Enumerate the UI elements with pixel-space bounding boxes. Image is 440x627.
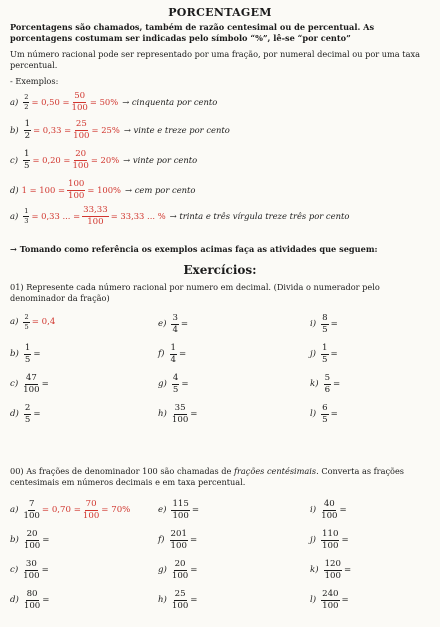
numerator: 2 — [24, 313, 29, 321]
question-1-text: 01) Represente cada número racional por numero em decimal. (Divida o numerador pelo denominador da fração) — [10, 282, 380, 303]
item-letter: f) — [158, 535, 165, 546]
item-answer: = — [42, 595, 50, 606]
question-item — [10, 530, 49, 550]
fraction — [23, 314, 29, 330]
item-answer: = — [179, 349, 187, 360]
fraction — [321, 530, 339, 550]
item-letter: l) — [310, 595, 317, 606]
denominator: 5 — [172, 384, 179, 395]
denominator: 100 — [171, 414, 189, 425]
numerator: 8 — [322, 313, 328, 323]
item-letter: f) — [158, 349, 165, 360]
fraction — [82, 206, 109, 226]
item-answer: = — [180, 319, 189, 330]
fraction — [172, 560, 188, 580]
exercises-title: Exercícios: — [183, 263, 257, 277]
numerator: 100 — [67, 179, 85, 189]
question-item — [10, 404, 41, 424]
item-letter: c) — [10, 565, 19, 576]
page-title: PORCENTAGEM — [168, 6, 272, 19]
example-row — [10, 206, 349, 226]
example-percent: = 100% — [87, 185, 122, 196]
denominator: 6 — [324, 384, 331, 395]
fraction — [324, 374, 331, 394]
item-letter: k) — [310, 565, 319, 576]
numerator: 110 — [322, 529, 339, 539]
denominator: 100 — [23, 510, 40, 521]
item-answer: = — [330, 349, 338, 360]
denominator: 100 — [322, 600, 339, 611]
item-answer: = — [339, 505, 347, 516]
denominator: 100 — [321, 510, 338, 521]
numerator: 120 — [324, 559, 341, 569]
question-item — [310, 374, 340, 394]
fraction — [24, 344, 31, 364]
item-letter: j) — [310, 535, 317, 546]
numerator: 4 — [172, 373, 179, 383]
question-item — [10, 500, 130, 520]
question-item — [310, 314, 338, 334]
item-letter: h) — [158, 409, 167, 420]
fraction — [83, 500, 99, 520]
denominator: 5 — [322, 414, 328, 425]
item-answer: = — [333, 379, 341, 390]
denominator: 100 — [87, 216, 104, 227]
question-item — [158, 560, 197, 580]
denominator: 2 — [24, 102, 29, 111]
fraction — [324, 560, 342, 580]
item-letter: j) — [310, 349, 317, 360]
fraction — [172, 590, 188, 610]
example-words: → cinquenta por cento — [122, 97, 218, 108]
question-item — [158, 530, 197, 550]
item-answer: = — [190, 409, 198, 420]
fraction — [23, 208, 29, 224]
example-row — [10, 120, 230, 140]
item-answer: = — [41, 565, 49, 576]
question-2-text-em: frações centésimais — [233, 466, 317, 476]
denominator: 5 — [23, 160, 30, 171]
numerator: 7 — [28, 499, 35, 509]
example-row — [10, 92, 217, 112]
denominator: 100 — [23, 570, 40, 581]
question-2-text-b: . Converta as frações centesimais em números decimais e em taxa percentual. — [10, 466, 405, 487]
denominator: 100 — [322, 540, 339, 551]
example-letter: b) — [10, 125, 19, 136]
fraction — [172, 404, 188, 424]
example-whole: 1 = 100 = — [21, 185, 65, 196]
denominator: 5 — [322, 324, 328, 335]
question-item — [10, 314, 55, 330]
item-answer: = — [190, 565, 198, 576]
example-words: → vinte por cento — [123, 155, 198, 166]
numerator: 25 — [75, 119, 87, 129]
fraction — [23, 94, 29, 110]
question-item — [310, 404, 338, 424]
question-item — [10, 560, 49, 580]
fraction — [321, 590, 339, 610]
denominator: 2 — [24, 130, 31, 141]
item-letter: a) — [10, 505, 19, 516]
question-item — [310, 344, 338, 364]
instruction: → Tomando como referência os exemplos acimas faça as atividades que seguem: — [10, 244, 378, 254]
item-letter: k) — [310, 379, 319, 390]
fraction — [23, 560, 39, 580]
numerator: 1 — [24, 119, 31, 129]
question-item — [158, 374, 189, 394]
item-letter: e) — [158, 319, 167, 330]
numerator: 1 — [322, 343, 328, 353]
question-item — [158, 404, 198, 424]
denominator: 3 — [24, 216, 29, 225]
item-answer: = — [42, 535, 50, 546]
fraction — [321, 314, 328, 334]
item-letter: a) — [10, 317, 19, 328]
fraction — [171, 500, 189, 520]
denominator: 5 — [24, 354, 31, 365]
numerator: 1 — [23, 149, 30, 159]
example-letter: d) — [10, 185, 19, 196]
intro-definition: Porcentagens são chamados, também de razão centesimal ou de percentual. As porcentagens costumam ser indicadas pelo símbolo “%”, lê-se “por cento” — [10, 22, 375, 43]
item-letter: b) — [10, 535, 19, 546]
numerator: 40 — [323, 499, 335, 509]
denominator: 100 — [171, 600, 189, 611]
denominator: 100 — [170, 540, 187, 551]
question-item — [10, 590, 49, 610]
numerator: 1 — [170, 343, 177, 353]
denominator: 100 — [71, 102, 88, 113]
item-answer: = — [33, 349, 41, 360]
item-answer: = — [343, 565, 352, 576]
denominator: 5 — [24, 414, 31, 425]
fraction — [24, 530, 40, 550]
item-letter: d) — [10, 595, 19, 606]
item-letter: g) — [158, 565, 167, 576]
item-letter: g) — [158, 379, 167, 390]
numerator: 5 — [324, 373, 331, 383]
item-percent: = 70% — [101, 505, 131, 516]
intro-text: Um número racional pode ser representado por uma fração, por numeral decimal ou por uma taxa percentual. — [10, 49, 420, 70]
fraction — [172, 374, 179, 394]
question-2-text-a: 00) As frações de denominador 100 são chamadas de — [10, 466, 234, 476]
denominator: 100 — [82, 510, 100, 521]
denominator: 100 — [23, 540, 41, 551]
question-item — [10, 344, 41, 364]
denominator: 100 — [23, 600, 41, 611]
fraction — [72, 150, 88, 170]
example-letter: a) — [10, 97, 19, 108]
denominator: 100 — [73, 130, 90, 141]
item-answer: = — [191, 505, 200, 516]
numerator: 115 — [172, 499, 189, 509]
example-decimal: = 0,33 = — [33, 125, 72, 136]
question-item — [310, 560, 351, 580]
numerator: 20 — [26, 529, 38, 539]
denominator: 100 — [324, 570, 341, 581]
numerator: 2 — [24, 403, 31, 413]
fraction — [321, 500, 337, 520]
numerator: 6 — [322, 403, 328, 413]
item-letter: i) — [310, 505, 317, 516]
example-percent: = 25% — [91, 125, 120, 136]
item-answer: = 0,4 — [31, 317, 56, 328]
example-words: → trinta e três vírgula treze três por cento — [169, 211, 350, 222]
numerator: 1 — [24, 207, 29, 215]
item-answer: = — [341, 535, 349, 546]
fraction — [73, 120, 89, 140]
example-letter: a) — [10, 211, 19, 222]
numerator: 30 — [25, 559, 37, 569]
item-answer: = — [330, 409, 338, 420]
question-item — [158, 590, 198, 610]
question-item — [310, 530, 349, 550]
denominator: 5 — [322, 354, 328, 365]
item-answer: = 0,70 = — [41, 505, 81, 516]
item-answer: = — [189, 535, 198, 546]
numerator: 25 — [174, 589, 186, 599]
fraction — [170, 530, 188, 550]
numerator: 20 — [174, 559, 186, 569]
item-letter: e) — [158, 505, 167, 516]
item-answer: = — [330, 319, 338, 330]
question-item — [10, 374, 49, 394]
item-answer: = — [181, 379, 189, 390]
fraction — [171, 314, 178, 334]
example-decimal: = 0,33 ... = — [31, 211, 81, 222]
question-item — [158, 344, 186, 364]
example-decimal: = 0,20 = — [32, 155, 71, 166]
fraction — [321, 404, 328, 424]
numerator: 50 — [74, 91, 86, 101]
numerator: 201 — [170, 529, 187, 539]
numerator: 47 — [25, 373, 37, 383]
numerator: 240 — [322, 589, 339, 599]
numerator: 1 — [24, 343, 31, 353]
denominator: 100 — [72, 160, 89, 171]
fraction — [24, 120, 31, 140]
item-letter: h) — [158, 595, 167, 606]
item-answer: = — [341, 595, 349, 606]
denominator: 4 — [172, 324, 178, 335]
denominator: 100 — [172, 510, 189, 521]
item-letter: d) — [10, 409, 19, 420]
item-letter: b) — [10, 349, 19, 360]
fraction — [321, 344, 328, 364]
numerator: 3 — [172, 313, 178, 323]
example-row — [10, 150, 197, 170]
question-item — [158, 500, 199, 520]
item-letter: c) — [10, 379, 19, 390]
denominator: 100 — [171, 570, 189, 581]
item-letter: l) — [310, 409, 317, 420]
fraction — [23, 500, 39, 520]
examples-label: - Exemplos: — [10, 76, 59, 86]
denominator: 4 — [170, 354, 177, 365]
item-answer: = — [190, 595, 198, 606]
example-percent: = 20% — [90, 155, 120, 166]
fraction — [24, 404, 31, 424]
denominator: 100 — [23, 384, 40, 395]
denominator: 100 — [67, 190, 85, 201]
fraction — [24, 590, 40, 610]
fraction — [170, 344, 177, 364]
numerator: 80 — [26, 589, 38, 599]
fraction — [23, 374, 39, 394]
question-2-text — [10, 466, 430, 488]
numerator: 33,33 — [83, 205, 108, 215]
question-item — [310, 590, 349, 610]
example-percent: = 33,33 ... % — [110, 211, 166, 222]
item-answer: = — [33, 409, 41, 420]
numerator: 2 — [24, 93, 29, 101]
numerator: 35 — [174, 403, 186, 413]
fraction — [67, 180, 85, 200]
example-letter: c) — [10, 155, 18, 166]
denominator: 5 — [24, 322, 29, 331]
example-words: → vinte e treze por cento — [123, 125, 230, 136]
item-letter: i) — [310, 319, 317, 330]
question-item — [310, 500, 347, 520]
numerator: 70 — [85, 499, 97, 509]
example-decimal: = 0,50 = — [31, 97, 70, 108]
example-row — [10, 180, 195, 200]
example-percent: = 50% — [89, 97, 119, 108]
question-item — [158, 314, 188, 334]
fraction — [23, 150, 30, 170]
item-answer: = — [41, 379, 49, 390]
fraction — [71, 92, 87, 112]
example-words: → cem por cento — [125, 185, 196, 196]
numerator: 20 — [75, 149, 87, 159]
